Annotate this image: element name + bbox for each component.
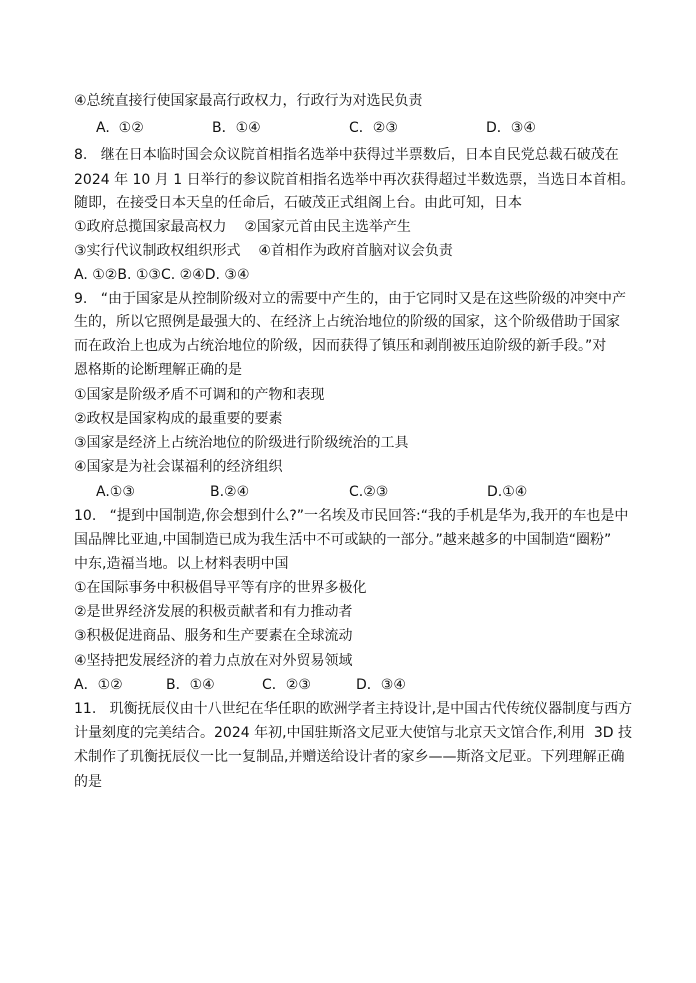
q8-stem-line: 随即，在接受日本天皇的任命后，石破茂正式组阁上台。由此可知，日本 (74, 195, 522, 211)
q7-option-d: D．③④ (486, 120, 536, 136)
q8-stem-line: 8. 继在日本临时国会众议院首相指名选举中获得过半票数后，日本自民党总裁石破茂在 (74, 147, 619, 163)
q8-item: ①政府总揽国家最高权力 ②国家元首由民主选举产生 (74, 219, 411, 235)
q9-option-c: C.②③ (349, 484, 389, 500)
q9-item: ②政权是国家构成的最重要的要素 (74, 411, 283, 427)
q10-stem-line: 10. “提到中国制造,你会想到什么?”一名埃及市民回答:“我的手机是华为,我开的车也是中 (74, 508, 629, 524)
q7-option-a: A. ①② (96, 120, 144, 136)
q10-option-b: B．①④ (166, 677, 215, 693)
q11-stem-line: 计量刻度的完美结合。2024 年初,中国驻斯洛文尼亚大使馆与北京天文馆合作,利用 3D 技 (74, 725, 633, 741)
q9-stem-line: 9. “由于国家是从控制阶级对立的需要中产生的，由于它同时又是在这些阶级的冲突中产 (74, 291, 626, 307)
q10-option-c: C．②③ (262, 677, 311, 693)
q11-stem-line: 的是 (74, 774, 102, 790)
q10-item: ②是世界经济发展的积极贡献者和有力推动者 (74, 604, 353, 620)
q7-option-c: C．②③ (349, 120, 398, 136)
q10-item: ④坚持把发展经济的着力点放在对外贸易领域 (74, 653, 353, 669)
q8-options: A. ①②B. ①③C. ②④D. ③④ (74, 267, 250, 283)
q7-option-b: B．①④ (212, 120, 261, 136)
q9-stem-line: 生的，所以它照例是最强大的、在经济上占统治地位的阶级的国家，这个阶级借助于国家 (74, 314, 620, 330)
q10-option-a: A．①② (74, 677, 123, 693)
q9-item: ③国家是经济上占统治地位的阶级进行阶级统治的工具 (74, 435, 409, 451)
q8-item: ③实行代议制政权组织形式 ④首相作为政府首脑对议会负责 (74, 243, 453, 259)
q9-option-b: B.②④ (210, 484, 250, 500)
q9-item: ④国家是为社会谋福利的经济组织 (74, 459, 283, 475)
q9-stem-line: 而在政治上也成为占统治地位的阶级，因而获得了镇压和剥削被压迫阶级的新手段。”对 (74, 338, 607, 354)
q10-stem-line: 国品牌比亚迪,中国制造已成为我生活中不可或缺的一部分。”越来越多的中国制造“圈粉” (74, 532, 612, 548)
q10-stem-line: 中东,造福当地。以上材料表明中国 (74, 556, 289, 572)
q8-stem-line: 2024 年 10 月 1 日举行的参议院首相指名选举中再次获得超过半数选票，当选日本首相。 (74, 172, 635, 188)
q10-item: ③积极促进商品、服务和生产要素在全球流动 (74, 628, 353, 644)
q10-option-d: D．③④ (356, 677, 406, 693)
q11-stem-line: 术制作了玑衡抚辰仪一比一复制品,并赠送给设计者的家乡——斯洛文尼亚。下列理解正确 (74, 749, 625, 765)
q7-item-4: ④总统直接行使国家最高行政权力，行政行为对选民负责 (74, 93, 423, 109)
q11-stem-line: 11. 玑衡抚辰仪由十八世纪在华任职的欧洲学者主持设计,是中国古代传统仪器制度与西方 (74, 701, 633, 717)
q9-option-a: A.①③ (96, 484, 135, 500)
q9-stem-line: 恩格斯的论断理解正确的是 (74, 362, 242, 378)
q10-item: ①在国际事务中积极倡导平等有序的世界多极化 (74, 580, 367, 596)
q9-option-d: D.①④ (487, 484, 528, 500)
q9-item: ①国家是阶级矛盾不可调和的产物和表现 (74, 387, 325, 403)
